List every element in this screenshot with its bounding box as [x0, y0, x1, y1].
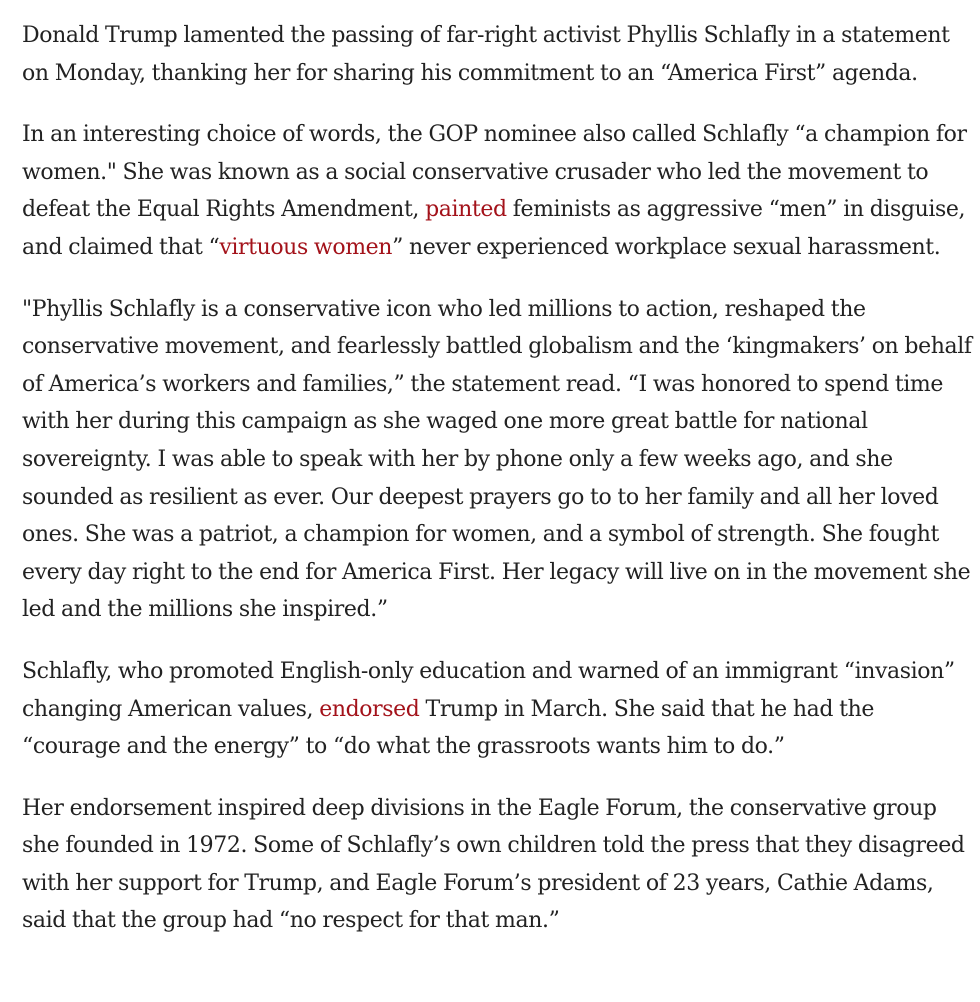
virtuous-women-link[interactable]: virtuous women	[219, 234, 393, 260]
paragraph-4-text-2: Trump in March. She said that he had the “courage and the energy” to “do what the grassroots wants him to do.”	[22, 696, 874, 760]
painted-link[interactable]: painted	[425, 197, 507, 223]
paragraph-2-text-2: feminists as aggressive “men” in disguise, and claimed that “	[22, 197, 966, 260]
endorsed-link[interactable]: endorsed	[319, 696, 420, 722]
paragraph-1	[22, 17, 972, 92]
paragraph-4-text-1: Schlafly, who promoted English-only education and warned of an immigrant “invasion” changing American values,	[22, 658, 955, 722]
paragraph-3-quote	[22, 291, 972, 629]
paragraph-4	[22, 653, 972, 766]
paragraph-1-text: Donald Trump lamented the passing of far-right activist Phyllis Schlafly in a statement on Monday, thanking her for sharing his commitment to an “America First” agenda.	[22, 23, 950, 86]
paragraph-3-text: "Phyllis Schlafly is a conservative icon who led millions to action, reshaped the conservative movement, and fearlessly battled globalism and the ‘kingmakers’ on behalf of America’s workers and families,” the statement read. “I was honored to spend time with her during this campaign as she waged one more great battle for national sovereignty. I was able to speak with her by phone only a few weeks ago, and she sounded as resilient as ever. Our deepest prayers go to to her family and all her loved ones. She was a patriot, a champion for women, and a symbol of strength. She fought every day right to the end for America First. Her legacy will live on in the movement she led and the millions she inspired.”	[22, 296, 972, 623]
paragraph-2-text-3: ” never experienced workplace sexual harassment.	[392, 234, 941, 260]
paragraph-5-text: Her endorsement inspired deep divisions in the Eagle Forum, the conservative group she founded in 1972. Some of Schlafly’s own children told the press that they disagreed with her support for Trump, and Eagle Forum’s president of 23 years, Cathie Adams, said that the group had “no respect for that man.”	[22, 795, 965, 934]
paragraph-5	[22, 790, 972, 940]
paragraph-2	[22, 116, 972, 266]
paragraph-2-text-1: In an interesting choice of words, the GOP nominee also called Schlafly “a champion for women." She was known as a social conservative crusader who led the movement to defeat the Equal Rights Amendment,	[22, 122, 967, 223]
